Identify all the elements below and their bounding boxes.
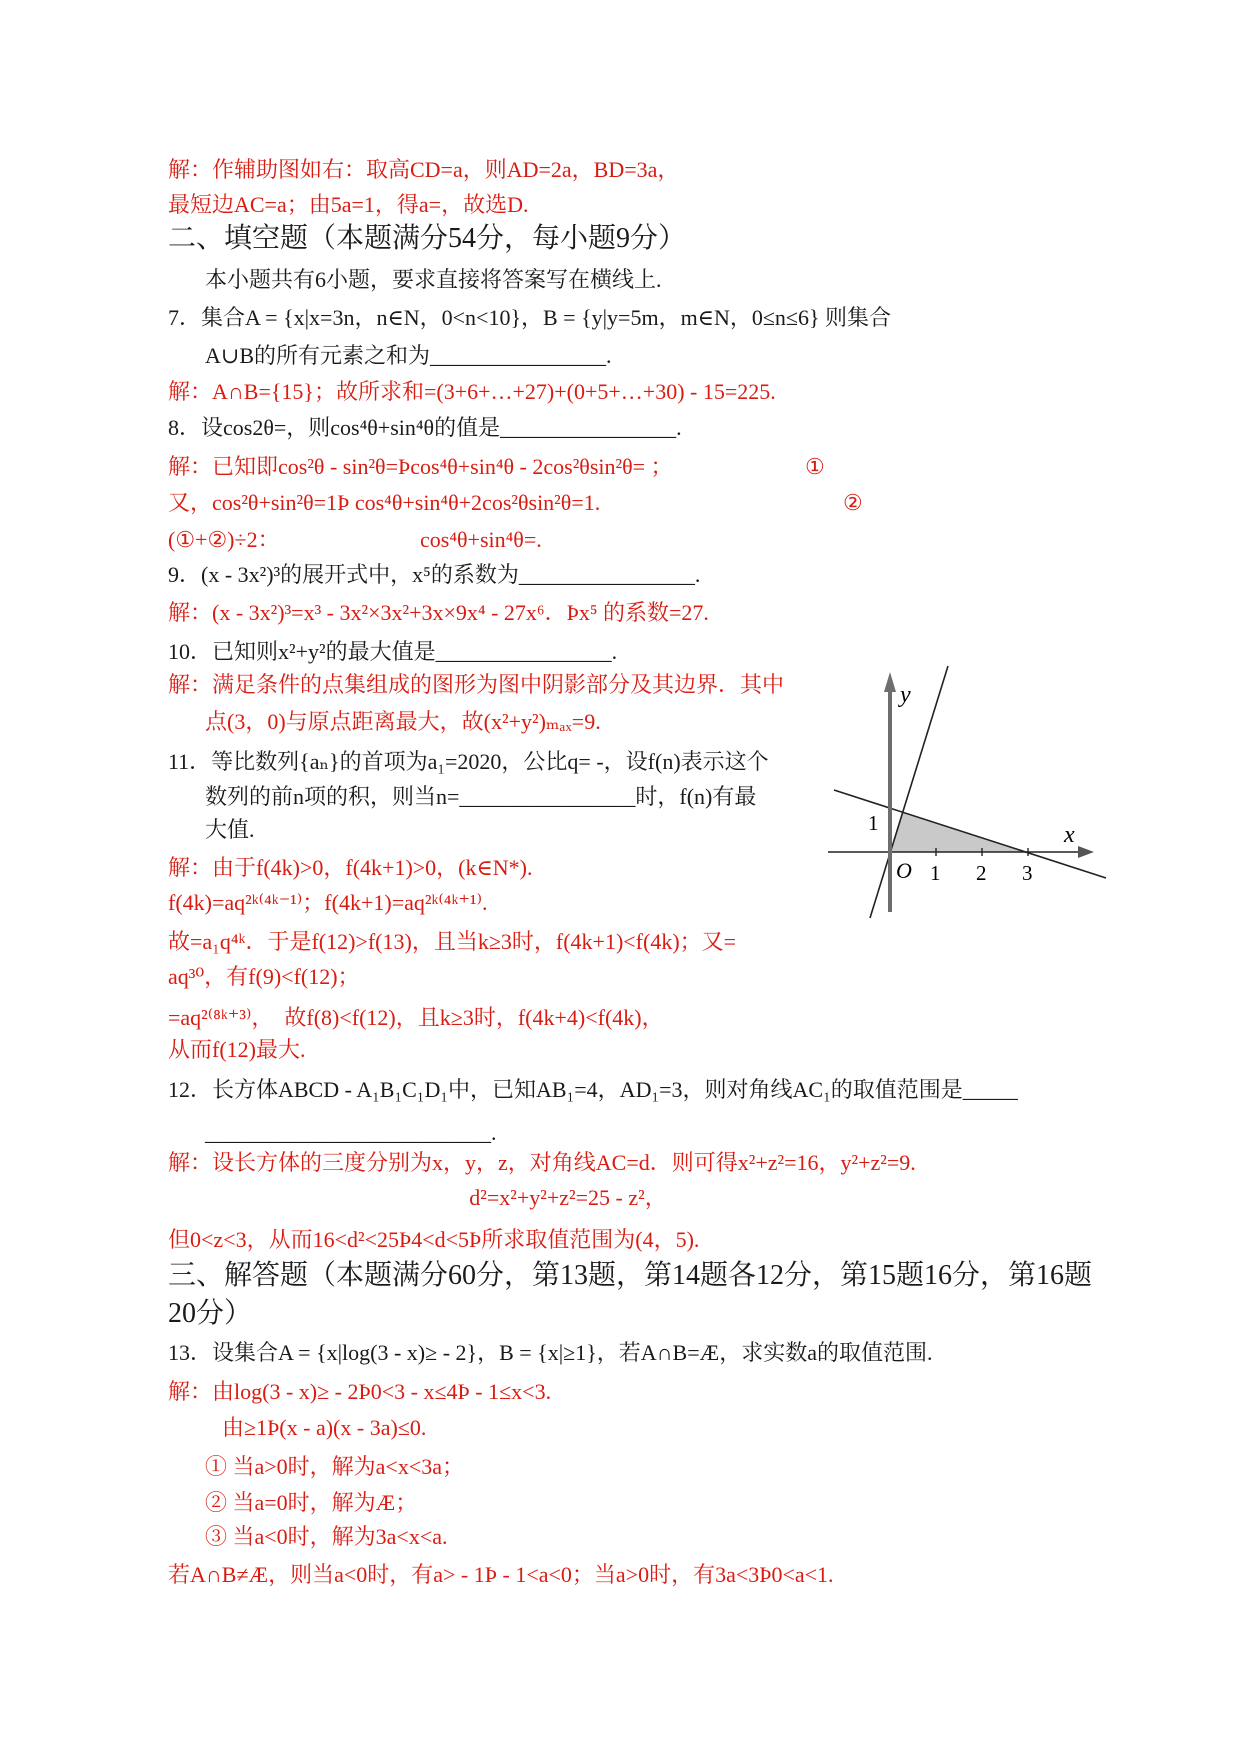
x-tick-label-2: 2 <box>976 861 987 885</box>
q13-case-3: ③ 当a<0时，解为3a<x<a. <box>205 1524 448 1549</box>
coordinate-plane <box>826 650 1138 922</box>
section2-heading: 二、填空题（本题满分54分，每小题9分） <box>168 223 687 254</box>
q11-solution-line-4: aq³⁰，有f(9)<f(12)； <box>168 964 360 989</box>
section2-intro: 本小题共有6小题，要求直接将答案写在横线上. <box>205 267 662 292</box>
q8-solution-line-1: 解：已知即cos²θ - sin²θ=Þcos⁴θ+sin⁴θ - 2cos²θsin²θ= ； <box>168 454 673 479</box>
q11-stem-line-2: 数列的前n项的积，则当n=________________时，f(n)有最 <box>205 784 757 809</box>
equation-tag-1: ① <box>805 454 825 479</box>
q13-case-1: ① 当a>0时，解为a<x<3a； <box>205 1454 465 1479</box>
q11-stem-line-3: 大值. <box>205 817 255 842</box>
q10-stem: 10．已知则x²+y²的最大值是________________. <box>168 639 618 664</box>
shaded-region-diagram <box>826 650 1138 928</box>
q7-solution: 解：A∩B={15}；故所求和=(3+6+…+27)+(0+5+…+30) - 15=225. <box>168 379 776 404</box>
q11-solution-line-3: 故=a₁q⁴ᵏ．于是f(12)>f(13)，且当k≥3时，f(4k+1)<f(4k)；又= <box>168 929 737 954</box>
q7-stem-line-2: A∪B的所有元素之和为________________. <box>205 343 612 368</box>
section3-heading-line-2: 20分） <box>168 1298 253 1329</box>
q8-solution-line-2: 又，cos²θ+sin²θ=1Þ cos⁴θ+sin⁴θ+2cos²θsin²θ=1. <box>168 490 601 515</box>
x-tick-label-1: 1 <box>930 861 941 885</box>
q13-case-2: ② 当a=0时，解为Æ； <box>205 1490 418 1515</box>
q6-solution-line-2: 最短边AC=a；由5a=1，得a=，故选D. <box>168 192 529 217</box>
q11-solution-line-1: 解：由于f(4k)>0，f(4k+1)>0，(k∈N*). <box>168 855 533 880</box>
q13-solution-line-6: 若A∩B≠Æ，则当a<0时，有a> - 1Þ - 1<a<0；当a>0时，有3a<3Þ0<a<1. <box>168 1562 834 1587</box>
q11-solution-line-2: f(4k)=aq²ᵏ⁽⁴ᵏ⁻¹⁾；f(4k+1)=aq²ᵏ⁽⁴ᵏ⁺¹⁾. <box>168 890 488 915</box>
q8-stem: 8．设cos2θ=，则cos⁴θ+sin⁴θ的值是________________. <box>168 415 682 440</box>
q11-stem-line-1: 11．等比数列{aₙ}的首项为a₁=2020，公比q= -，设f(n)表示这个 <box>168 749 769 774</box>
q12-stem-line-2: __________________________. <box>205 1120 497 1145</box>
y-axis-arrow <box>884 672 896 692</box>
q10-solution-line-2: 点(3，0)与原点距离最大，故(x²+y²)ₘₐₓ=9. <box>205 709 601 734</box>
section3-heading-line-1: 三、解答题（本题满分60分，第13题，第14题各12分，第15题16分，第16题 <box>168 1260 1093 1291</box>
x-tick-label-3: 3 <box>1022 861 1033 885</box>
q11-solution-line-6: 从而f(12)最大. <box>168 1037 306 1062</box>
q10-solution-line-1: 解：满足条件的点集组成的图形为图中阴影部分及其边界．其中 <box>168 672 785 697</box>
equation-tag-2: ② <box>843 490 863 515</box>
q13-stem: 13．设集合A = {x|log(3 - x)≥ - 2}，B = {x|≥1}，若A∩B=Æ，求实数a的取值范围. <box>168 1340 933 1365</box>
q12-solution-line-3: 但0<z<3，从而16<d²<25Þ4<d<5Þ所求取值范围为(4，5). <box>168 1227 700 1252</box>
q12-stem-line-1: 12．长方体ABCD - A₁B₁C₁D₁中，已知AB₁=4，AD₁=3，则对角线AC₁的取值范围是_____ <box>168 1077 1018 1102</box>
q13-solution-line-2: 由≥1Þ(x - a)(x - 3a)≤0. <box>222 1415 427 1440</box>
q12-solution-line-1: 解：设长方体的三度分别为x，y，z，对角线AC=d．则可得x²+z²=16，y²+z²=9. <box>168 1150 916 1175</box>
q8-solution-line-3a: (①+②)÷2： <box>168 527 280 552</box>
q7-stem-line-1: 7．集合A = {x|x=3n，n∈N，0<n<10}，B = {y|y=5m，m∈N，0≤n≤6} 则集合 <box>168 305 892 330</box>
y-axis-label: y <box>900 682 911 708</box>
q6-solution-line-1: 解：作辅助图如右：取高CD=a，则AD=2a，BD=3a， <box>168 157 680 182</box>
q11-solution-line-5: =aq²⁽⁸ᵏ⁺³⁾， 故f(8)<f(12)，且k≥3时，f(4k+4)<f(4k)， <box>168 1005 664 1030</box>
q9-stem: 9．(x - 3x²)³的展开式中，x⁵的系数为________________. <box>168 562 701 587</box>
q9-solution: 解：(x - 3x²)³=x³ - 3x²×3x²+3x×9x⁴ - 27x⁶．Þx⁵ 的系数=27. <box>168 600 709 625</box>
q13-solution-line-1: 解：由log(3 - x)≥ - 2Þ0<3 - x≤4Þ - 1≤x<3. <box>168 1379 552 1404</box>
y-unit-label: 1 <box>868 811 879 835</box>
q8-solution-line-3b: cos⁴θ+sin⁴θ=. <box>420 527 542 552</box>
x-axis-label: x <box>1064 822 1075 848</box>
origin-label: O <box>896 858 912 883</box>
q12-solution-line-2: d²=x²+y²+z²=25 - z²， <box>469 1185 667 1210</box>
x-axis-arrow <box>1078 846 1094 858</box>
